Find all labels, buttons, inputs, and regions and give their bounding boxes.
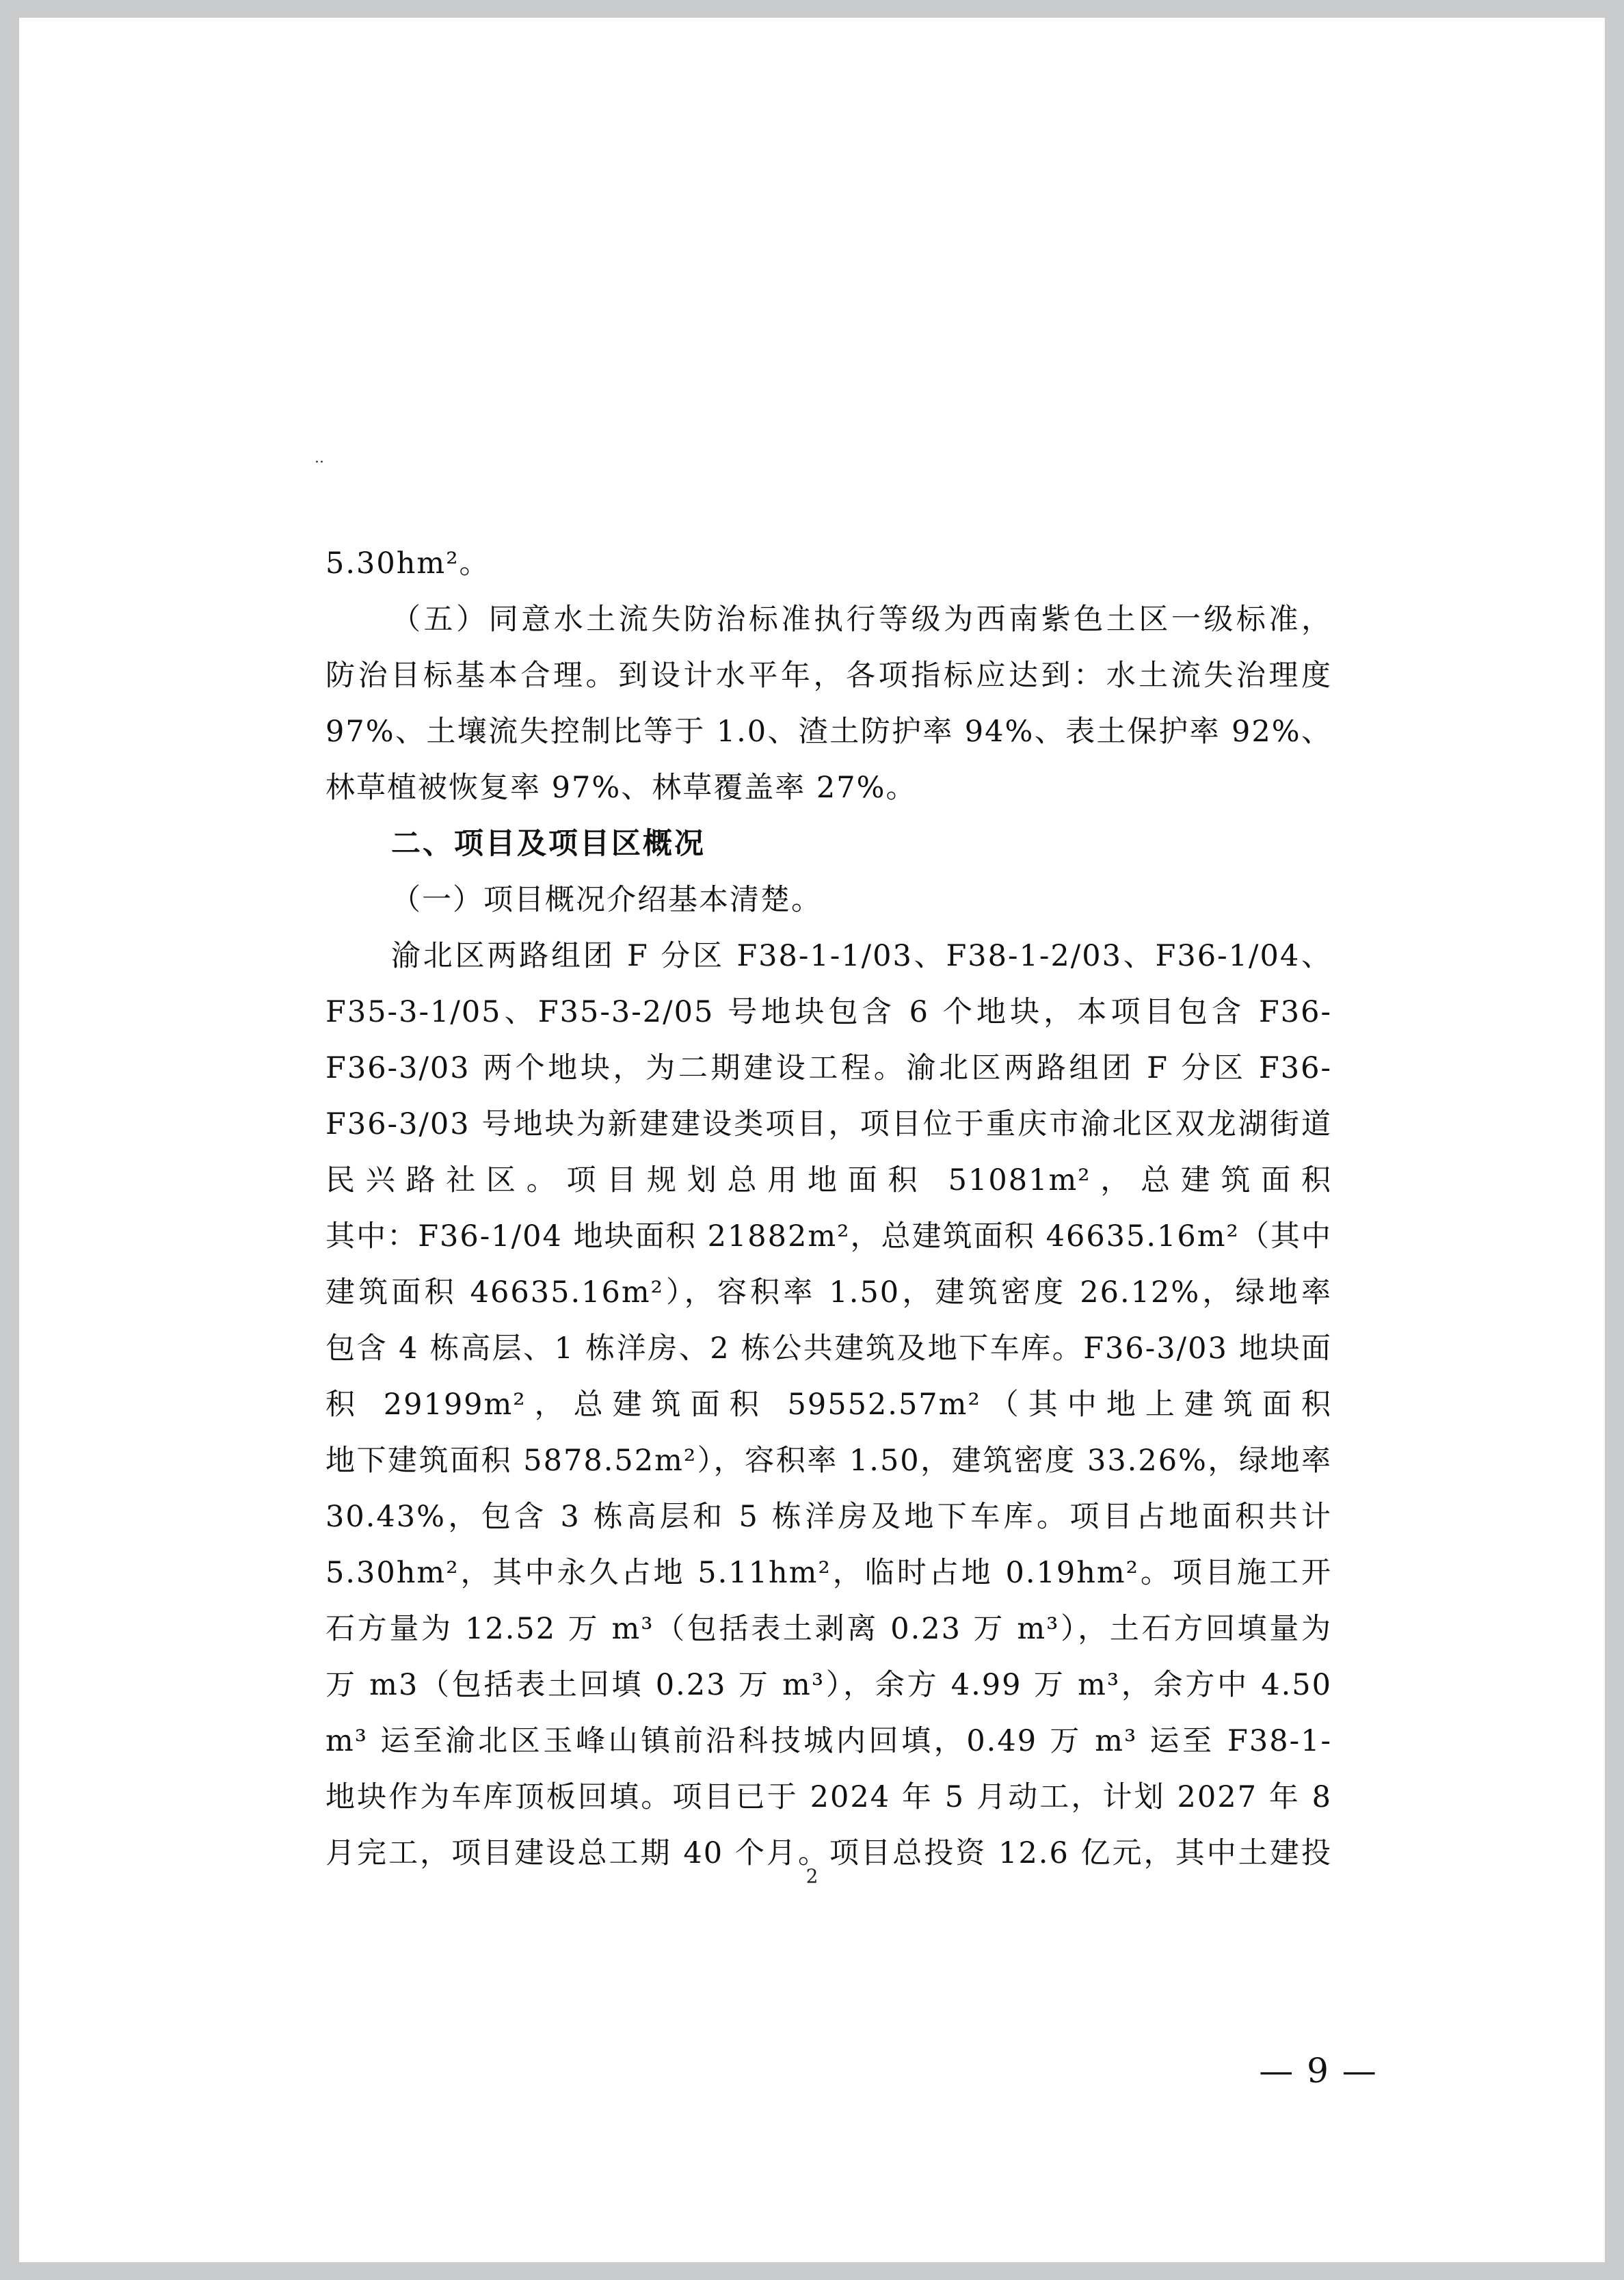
text-line: 月完工，项目建设总工期 40 个月。项目总投资 12.6 亿元，其中土建投	[325, 1836, 1332, 1870]
text-line: 5.30hm²，其中永久占地 5.11hm²，临时占地 0.19hm²。项目施工开	[325, 1556, 1332, 1590]
text-line: 30.43%，包含 3 栋高层和 5 栋洋房及地下车库。项目占地面积共计	[325, 1500, 1332, 1534]
scan-mark: ··	[315, 454, 324, 471]
text-line: 地下建筑面积 5878.52m²），容积率 1.50，建筑密度 33.26%，绿地率	[325, 1444, 1332, 1478]
text-line: 石方量为 12.52 万 m³（包括表土剥离 0.23 万 m³），土石方回填量为	[325, 1612, 1332, 1646]
text-line: 地块作为车库顶板回填。项目已于 2024 年 5 月动工，计划 2027 年 8	[325, 1780, 1332, 1814]
document-body	[325, 535, 1332, 1881]
text-line: 林草植被恢复率 97%、林草覆盖率 27%。	[325, 771, 917, 805]
text-line: （五）同意水土流失防治标准执行等级为西南紫色土区一级标准，	[391, 602, 1332, 637]
document-page	[19, 18, 1605, 2262]
text-line: 民兴路社区。项目规划总用地面积 51081m²，总建筑面积	[325, 1163, 1332, 1197]
text-line: F35-3-1/05、F35-3-2/05 号地块包含 6 个地块，本项目包含 F36-	[325, 995, 1332, 1029]
text-line: 万 m3（包括表土回填 0.23 万 m³），余方 4.99 万 m³，余方中 4.50	[325, 1668, 1332, 1702]
text-line: 积 29199m²，总建筑面积 59552.57m²（其中地上建筑面积	[325, 1388, 1332, 1422]
text-line: 建筑面积 46635.16m²），容积率 1.50，建筑密度 26.12%，绿地率	[325, 1275, 1332, 1310]
text-line: F36-3/03 号地块为新建建设类项目，项目位于重庆市渝北区双龙湖街道	[325, 1107, 1332, 1141]
section-heading: 二、项目及项目区概况	[391, 827, 706, 861]
text-line: 97%、土壤流失控制比等于 1.0、渣土防护率 94%、表土保护率 92%、	[325, 715, 1332, 749]
text-line: 防治目标基本合理。到设计水平年，各项指标应达到：水土流失治理度	[325, 659, 1332, 693]
outer-page-number: — 9 —	[1259, 2051, 1378, 2091]
text-line: 5.30hm²。	[325, 546, 490, 581]
inner-page-number: 2	[806, 1865, 818, 1887]
text-line: 渝北区两路组团 F 分区 F38-1-1/03、F38-1-2/03、F36-1/04、	[391, 939, 1332, 973]
text-line: F36-3/03 两个地块，为二期建设工程。渝北区两路组团 F 分区 F36-	[325, 1051, 1332, 1085]
text-line: m³ 运至渝北区玉峰山镇前沿科技城内回填，0.49 万 m³ 运至 F38-1-	[325, 1724, 1332, 1758]
text-line: 其中：F36-1/04 地块面积 21882m²，总建筑面积 46635.16m²（其中	[325, 1219, 1332, 1254]
text-line: 包含 4 栋高层、1 栋洋房、2 栋公共建筑及地下车库。F36-3/03 地块面	[325, 1331, 1332, 1366]
text-line: （一）项目概况介绍基本清楚。	[391, 883, 822, 917]
